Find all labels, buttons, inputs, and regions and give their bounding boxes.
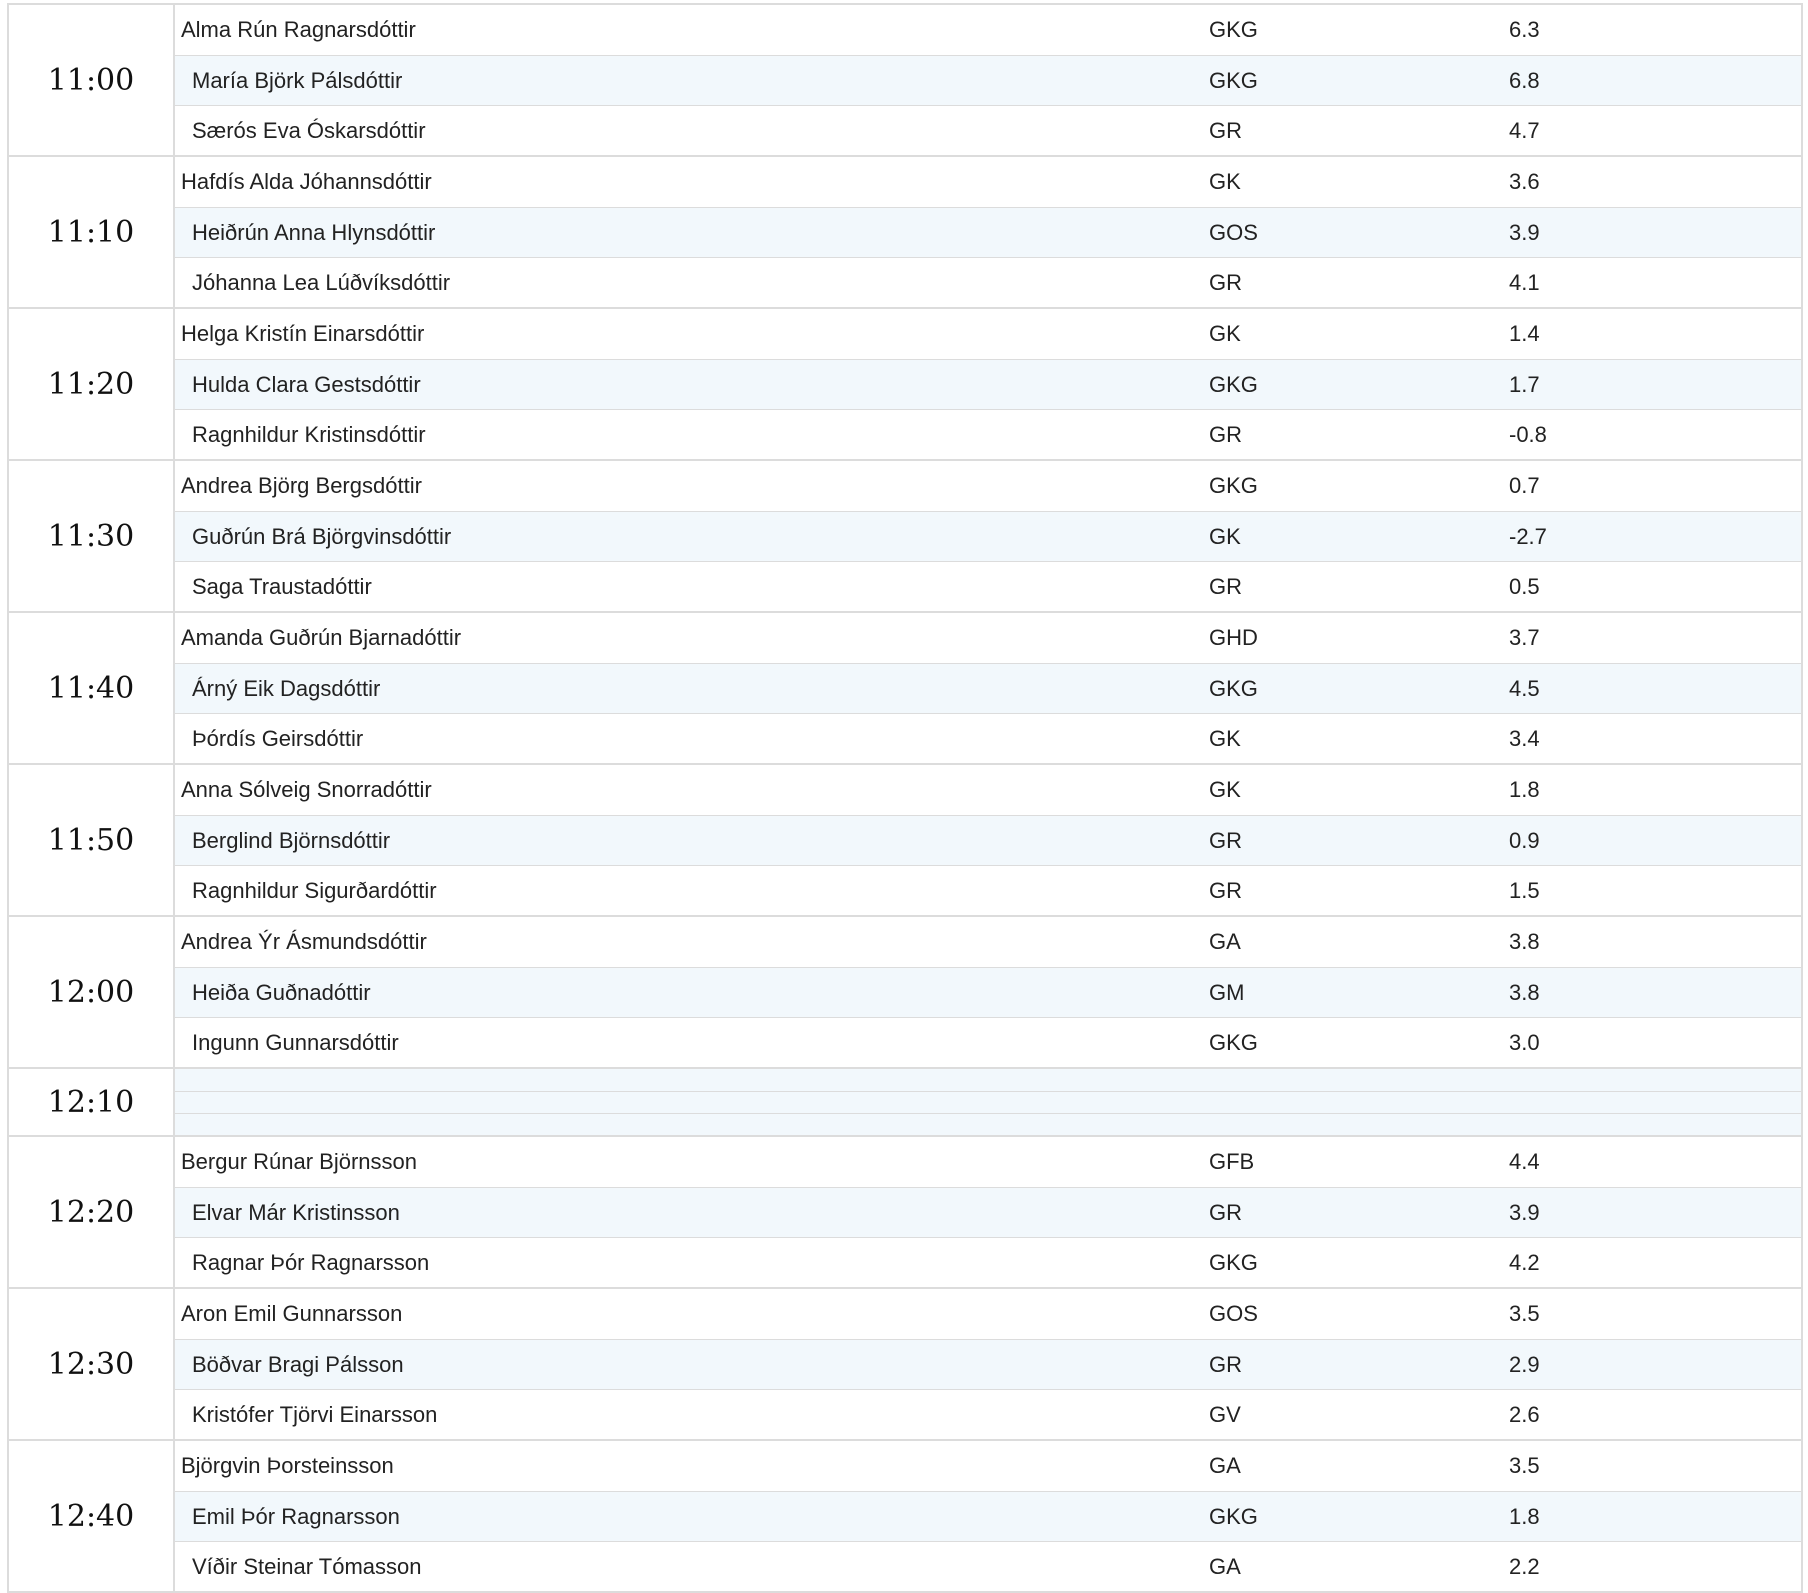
tee-time-group bbox=[7, 917, 1801, 1069]
player-rows bbox=[175, 1289, 1801, 1439]
player-name: Særós Eva Óskarsdóttir bbox=[192, 117, 426, 143]
player-rows bbox=[175, 1137, 1801, 1287]
empty-row bbox=[175, 1113, 1801, 1135]
player-club: GFB bbox=[1209, 1149, 1255, 1174]
player-club: GR bbox=[1209, 1199, 1242, 1225]
player-handicap: 3.9 bbox=[1509, 1199, 1540, 1225]
player-handicap: 3.8 bbox=[1509, 929, 1540, 954]
player-name: Árný Eik Dagsdóttir bbox=[192, 675, 381, 701]
player-handicap: 1.5 bbox=[1509, 877, 1540, 903]
player-name: Elvar Már Kristinsson bbox=[192, 1199, 400, 1225]
tee-time-group bbox=[7, 1441, 1801, 1593]
player-name: Andrea Ýr Ásmundsdóttir bbox=[181, 929, 427, 954]
player-row bbox=[175, 917, 1801, 967]
player-club: GKG bbox=[1209, 1029, 1258, 1055]
player-row bbox=[175, 309, 1801, 359]
tee-time-group bbox=[7, 1137, 1801, 1289]
tee-time: 11:20 bbox=[7, 309, 175, 459]
player-row bbox=[175, 613, 1801, 663]
player-name: Hafdís Alda Jóhannsdóttir bbox=[181, 169, 432, 194]
player-name: Hulda Clara Gestsdóttir bbox=[192, 371, 421, 397]
player-handicap: 3.4 bbox=[1509, 725, 1540, 751]
player-handicap: 4.5 bbox=[1509, 675, 1540, 701]
player-handicap: 3.8 bbox=[1509, 979, 1540, 1005]
player-name: Alma Rún Ragnarsdóttir bbox=[181, 17, 416, 42]
player-name: Þórdís Geirsdóttir bbox=[192, 725, 364, 751]
player-club: GK bbox=[1209, 321, 1241, 346]
player-name: Guðrún Brá Björgvinsdóttir bbox=[192, 523, 452, 549]
tee-time-group bbox=[7, 613, 1801, 765]
player-name: Saga Traustadóttir bbox=[192, 573, 372, 599]
player-club: GR bbox=[1209, 1351, 1242, 1377]
player-handicap: 0.7 bbox=[1509, 473, 1540, 498]
player-handicap: 3.0 bbox=[1509, 1029, 1540, 1055]
player-club: GR bbox=[1209, 421, 1242, 447]
player-rows bbox=[175, 1069, 1801, 1135]
tee-time: 11:30 bbox=[7, 461, 175, 611]
player-name: Ingunn Gunnarsdóttir bbox=[192, 1029, 399, 1055]
tee-time: 11:40 bbox=[7, 613, 175, 763]
player-row bbox=[175, 1339, 1801, 1389]
player-club: GA bbox=[1209, 1553, 1241, 1579]
player-rows bbox=[175, 461, 1801, 611]
empty-row bbox=[175, 1069, 1801, 1091]
player-club: GOS bbox=[1209, 1301, 1258, 1326]
player-name: Jóhanna Lea Lúðvíksdóttir bbox=[192, 269, 451, 295]
player-handicap: 3.7 bbox=[1509, 625, 1540, 650]
player-row bbox=[175, 1441, 1801, 1491]
player-row bbox=[175, 1137, 1801, 1187]
player-name: Víðir Steinar Tómasson bbox=[192, 1553, 422, 1579]
player-handicap: 6.3 bbox=[1509, 17, 1540, 42]
player-handicap: 3.9 bbox=[1509, 219, 1540, 245]
tee-time-group bbox=[7, 765, 1801, 917]
player-club: GR bbox=[1209, 827, 1242, 853]
tee-times-table bbox=[7, 3, 1803, 1593]
player-name: Emil Þór Ragnarsson bbox=[192, 1503, 400, 1529]
tee-time-group bbox=[7, 1289, 1801, 1441]
player-handicap: 1.8 bbox=[1509, 1503, 1540, 1529]
tee-time: 12:10 bbox=[7, 1069, 175, 1135]
player-name: Aron Emil Gunnarsson bbox=[181, 1301, 403, 1326]
player-handicap: 2.6 bbox=[1509, 1401, 1540, 1427]
tee-time: 12:20 bbox=[7, 1137, 175, 1287]
player-row bbox=[175, 105, 1801, 155]
player-name: Heiða Guðnadóttir bbox=[192, 979, 371, 1005]
player-name: María Björk Pálsdóttir bbox=[192, 67, 403, 93]
player-club: GR bbox=[1209, 117, 1242, 143]
player-club: GM bbox=[1209, 979, 1245, 1005]
player-rows bbox=[175, 5, 1801, 155]
player-club: GK bbox=[1209, 169, 1241, 194]
player-rows bbox=[175, 309, 1801, 459]
player-row bbox=[175, 967, 1801, 1017]
player-row bbox=[175, 1389, 1801, 1439]
player-club: GKG bbox=[1209, 371, 1258, 397]
player-name: Bergur Rúnar Björnsson bbox=[181, 1149, 418, 1174]
player-club: GKG bbox=[1209, 67, 1258, 93]
player-name: Berglind Björnsdóttir bbox=[192, 827, 391, 853]
player-handicap: 0.9 bbox=[1509, 827, 1540, 853]
player-name: Ragnhildur Kristinsdóttir bbox=[192, 421, 426, 447]
player-handicap: 3.5 bbox=[1509, 1301, 1540, 1326]
player-name: Böðvar Bragi Pálsson bbox=[192, 1351, 404, 1377]
player-handicap: 6.8 bbox=[1509, 67, 1540, 93]
tee-time-group bbox=[7, 5, 1801, 157]
player-handicap: 3.5 bbox=[1509, 1453, 1540, 1478]
player-row bbox=[175, 1187, 1801, 1237]
player-row bbox=[175, 1491, 1801, 1541]
player-club: GK bbox=[1209, 777, 1241, 802]
player-handicap: 4.1 bbox=[1509, 269, 1540, 295]
player-handicap: -0.8 bbox=[1509, 421, 1547, 447]
tee-time-group bbox=[7, 157, 1801, 309]
player-handicap: 4.7 bbox=[1509, 117, 1540, 143]
player-handicap: 1.8 bbox=[1509, 777, 1540, 802]
player-name: Anna Sólveig Snorradóttir bbox=[181, 777, 432, 802]
player-club: GV bbox=[1209, 1401, 1241, 1427]
player-name: Kristófer Tjörvi Einarsson bbox=[192, 1401, 438, 1427]
tee-time: 12:00 bbox=[7, 917, 175, 1067]
tee-time: 11:10 bbox=[7, 157, 175, 307]
player-row bbox=[175, 1237, 1801, 1287]
player-row bbox=[175, 1017, 1801, 1067]
player-club: GOS bbox=[1209, 219, 1258, 245]
player-name: Ragnhildur Sigurðardóttir bbox=[192, 877, 437, 903]
player-rows bbox=[175, 157, 1801, 307]
player-row bbox=[175, 511, 1801, 561]
player-club: GR bbox=[1209, 573, 1242, 599]
player-rows bbox=[175, 613, 1801, 763]
player-club: GA bbox=[1209, 929, 1241, 954]
player-row bbox=[175, 5, 1801, 55]
player-handicap: 2.9 bbox=[1509, 1351, 1540, 1377]
player-handicap: 4.4 bbox=[1509, 1149, 1540, 1174]
player-row bbox=[175, 1289, 1801, 1339]
player-club: GKG bbox=[1209, 17, 1258, 42]
player-name: Heiðrún Anna Hlynsdóttir bbox=[192, 219, 436, 245]
player-name: Björgvin Þorsteinsson bbox=[181, 1453, 394, 1478]
player-name: Andrea Björg Bergsdóttir bbox=[181, 473, 422, 498]
empty-row bbox=[175, 1091, 1801, 1113]
player-club: GK bbox=[1209, 523, 1241, 549]
tee-time: 12:40 bbox=[7, 1441, 175, 1591]
player-name: Helga Kristín Einarsdóttir bbox=[181, 321, 425, 346]
player-club: GR bbox=[1209, 877, 1242, 903]
player-row bbox=[175, 207, 1801, 257]
player-rows bbox=[175, 1441, 1801, 1591]
player-club: GA bbox=[1209, 1453, 1241, 1478]
player-handicap: 4.2 bbox=[1509, 1249, 1540, 1275]
player-row bbox=[175, 359, 1801, 409]
tee-time: 11:50 bbox=[7, 765, 175, 915]
player-row bbox=[175, 1541, 1801, 1591]
player-rows bbox=[175, 917, 1801, 1067]
player-handicap: 2.2 bbox=[1509, 1553, 1540, 1579]
player-row bbox=[175, 663, 1801, 713]
player-row bbox=[175, 461, 1801, 511]
player-row bbox=[175, 55, 1801, 105]
player-row bbox=[175, 865, 1801, 915]
player-handicap: 0.5 bbox=[1509, 573, 1540, 599]
player-row bbox=[175, 157, 1801, 207]
player-handicap: 1.4 bbox=[1509, 321, 1540, 346]
tee-time: 12:30 bbox=[7, 1289, 175, 1439]
player-handicap: -2.7 bbox=[1509, 523, 1547, 549]
player-club: GHD bbox=[1209, 625, 1258, 650]
player-row bbox=[175, 713, 1801, 763]
player-rows bbox=[175, 765, 1801, 915]
tee-time: 11:00 bbox=[7, 5, 175, 155]
player-row bbox=[175, 409, 1801, 459]
tee-time-group bbox=[7, 1069, 1801, 1137]
player-club: GKG bbox=[1209, 1249, 1258, 1275]
player-handicap: 1.7 bbox=[1509, 371, 1540, 397]
player-club: GR bbox=[1209, 269, 1242, 295]
player-row bbox=[175, 257, 1801, 307]
player-name: Ragnar Þór Ragnarsson bbox=[192, 1249, 430, 1275]
tee-time-group bbox=[7, 309, 1801, 461]
player-handicap: 3.6 bbox=[1509, 169, 1540, 194]
player-club: GKG bbox=[1209, 1503, 1258, 1529]
player-row bbox=[175, 765, 1801, 815]
player-club: GKG bbox=[1209, 473, 1258, 498]
player-row bbox=[175, 561, 1801, 611]
player-row bbox=[175, 815, 1801, 865]
player-name: Amanda Guðrún Bjarnadóttir bbox=[181, 625, 462, 650]
tee-time-group bbox=[7, 461, 1801, 613]
player-club: GK bbox=[1209, 725, 1241, 751]
player-club: GKG bbox=[1209, 675, 1258, 701]
